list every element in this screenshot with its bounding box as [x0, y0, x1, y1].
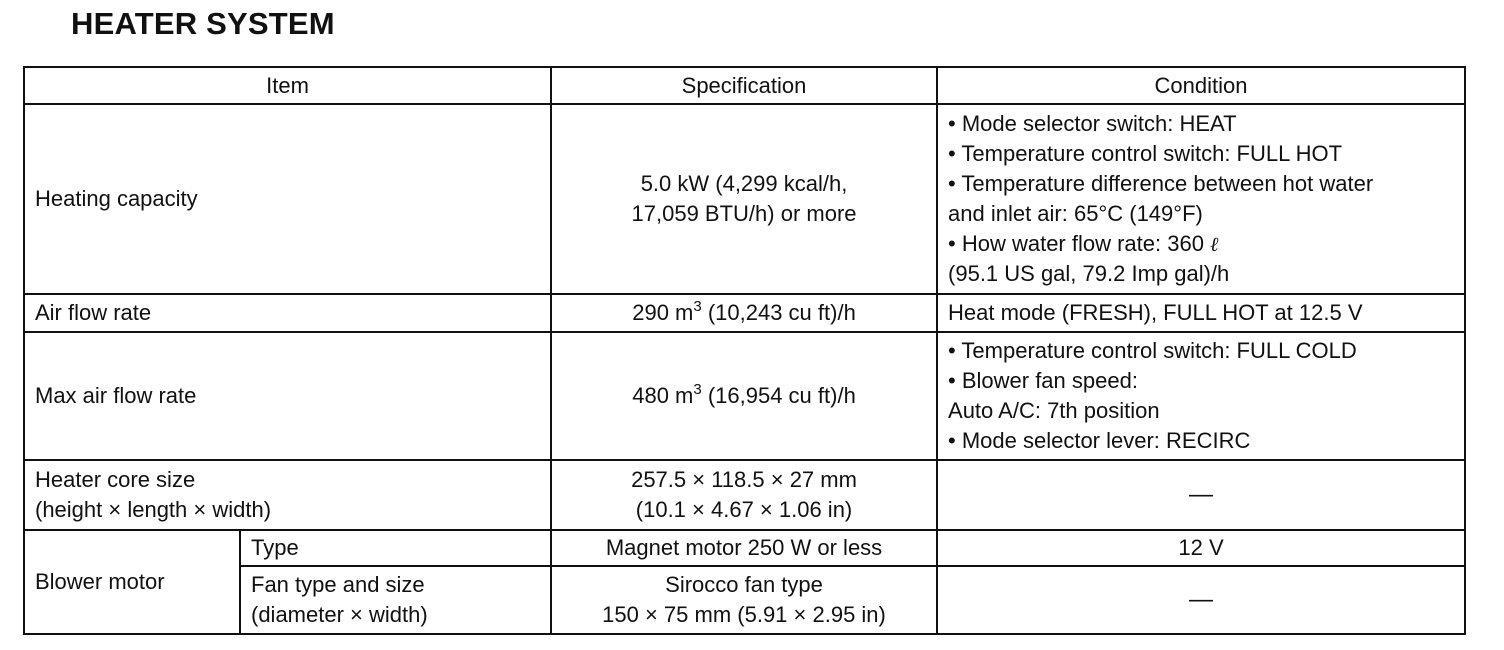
spec-line: 17,059 BTU/h) or more: [631, 201, 857, 226]
spec-line: 257.5 × 118.5 × 27 mm: [631, 467, 857, 492]
header-item: Item: [24, 67, 551, 104]
condition-line: • Mode selector switch: HEAT: [948, 111, 1237, 136]
condition-heating-capacity: [937, 104, 1465, 294]
spec-line: (10.1 × 4.67 × 1.06 in): [635, 497, 853, 522]
liter-symbol: ℓ: [1209, 232, 1219, 256]
condition-line: [948, 229, 1454, 259]
table-header-row: [24, 67, 1465, 104]
condition-blower-motor-fan: —: [937, 566, 1465, 634]
spec-line: Sirocco fan type: [665, 572, 823, 597]
flow-rate-text: • How water flow rate: 360: [948, 231, 1204, 256]
sub-item-fan: [240, 566, 551, 634]
item-blower-motor: Blower motor: [24, 530, 240, 634]
spec-value: 290 m: [632, 300, 694, 325]
sub-item-type: Type: [240, 530, 551, 566]
condition-heater-core-size: —: [937, 460, 1465, 530]
spec-line: 150 × 75 mm (5.91 × 2.95 in): [602, 602, 886, 627]
condition-line: and inlet air: 65°C (149°F): [948, 201, 1203, 226]
table-row-heater-core-size: [24, 460, 1465, 530]
condition-max-air-flow-rate: [937, 332, 1465, 460]
header-condition: Condition: [937, 67, 1465, 104]
condition-line: Auto A/C: 7th position: [948, 398, 1160, 423]
spec-rest: (10,243 cu ft)/h: [701, 300, 856, 325]
sub-item-line: (diameter × width): [251, 602, 428, 627]
superscript: 3: [693, 381, 702, 398]
spec-heating-capacity: [551, 104, 937, 294]
table-row-air-flow-rate: [24, 294, 1465, 332]
page-title: HEATER SYSTEM: [71, 6, 335, 41]
heater-spec-table: [23, 66, 1466, 635]
item-air-flow-rate: Air flow rate: [24, 294, 551, 332]
spec-blower-motor-fan: [551, 566, 937, 634]
condition-air-flow-rate: Heat mode (FRESH), FULL HOT at 12.5 V: [937, 294, 1465, 332]
table-row-blower-motor-type: [24, 530, 1465, 566]
condition-line: • Mode selector lever: RECIRC: [948, 428, 1251, 453]
spec-blower-motor-type: Magnet motor 250 W or less: [551, 530, 937, 566]
condition-line: (95.1 US gal, 79.2 Imp gal)/h: [948, 261, 1230, 286]
table-row-heating-capacity: [24, 104, 1465, 294]
spec-value: 480 m: [632, 383, 694, 408]
spec-heater-core-size: [551, 460, 937, 530]
spec-line: 5.0 kW (4,299 kcal/h,: [640, 171, 848, 196]
spec-rest: (16,954 cu ft)/h: [701, 383, 856, 408]
item-heating-capacity: Heating capacity: [24, 104, 551, 294]
header-specification: Specification: [551, 67, 937, 104]
item-line: Heater core size: [35, 467, 196, 492]
table-row-max-air-flow-rate: [24, 332, 1465, 460]
item-heater-core-size: [24, 460, 551, 530]
condition-line: • Temperature control switch: FULL COLD: [948, 338, 1357, 363]
condition-line: • Temperature control switch: FULL HOT: [948, 141, 1343, 166]
condition-line: • Temperature difference between hot water: [948, 171, 1374, 196]
item-line: (height × length × width): [35, 497, 272, 522]
spec-air-flow-rate: [551, 294, 937, 332]
item-max-air-flow-rate: Max air flow rate: [24, 332, 551, 460]
spec-max-air-flow-rate: [551, 332, 937, 460]
condition-blower-motor-type: 12 V: [937, 530, 1465, 566]
superscript: 3: [693, 298, 702, 315]
sub-item-line: Fan type and size: [251, 572, 425, 597]
condition-line: • Blower fan speed:: [948, 368, 1138, 393]
table-row-blower-motor-fan: [24, 566, 1465, 634]
